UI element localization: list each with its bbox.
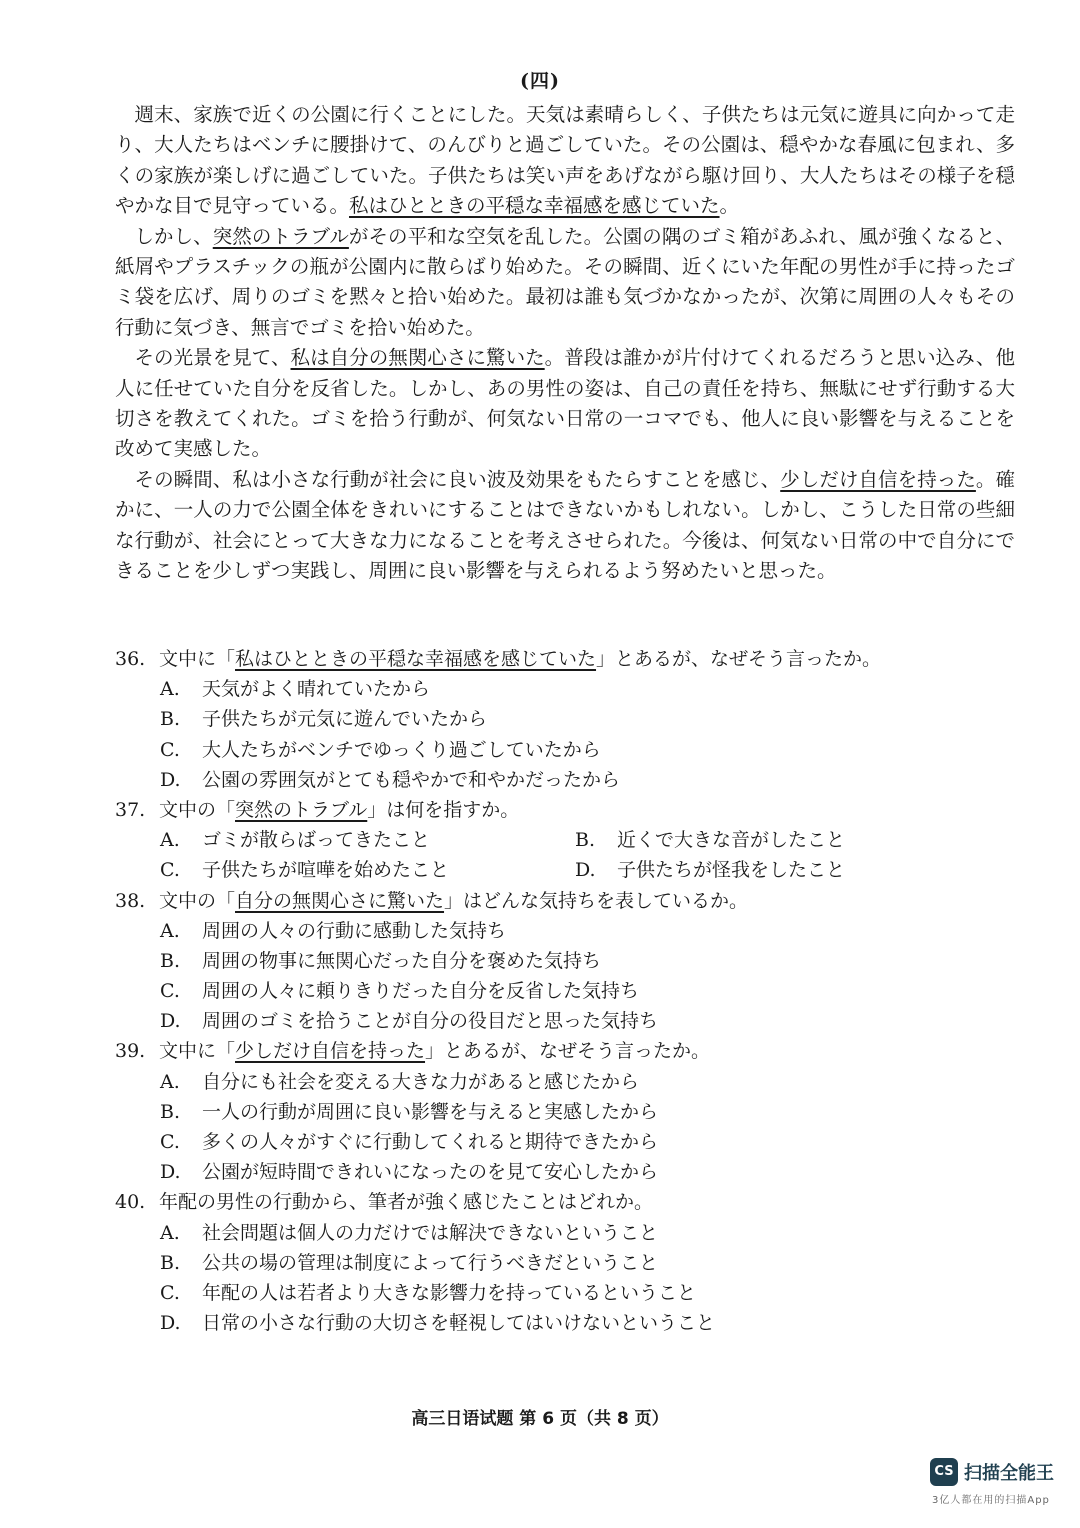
question-quote: 自分の無関心さに驚いた <box>235 889 445 912</box>
question-stem <box>115 1036 1015 1066</box>
option-c[interactable] <box>115 735 1015 765</box>
option-letter: A. <box>160 678 180 701</box>
option-letter: D. <box>160 1161 181 1184</box>
option-text: 社会問題は個人の力だけでは解決できないということ <box>202 1221 659 1244</box>
option-text: 日常の小さな行動の大切さを軽視してはいけないということ <box>202 1312 716 1335</box>
question-37 <box>115 795 1015 886</box>
option-text: 周囲の物事に無関心だった自分を褒めた気持ち <box>202 949 602 972</box>
option-a[interactable] <box>160 825 575 855</box>
option-text: 天気がよく晴れていたから <box>202 678 431 701</box>
option-text: 子供たちが喧嘩を始めたこと <box>202 859 450 882</box>
question-text: 文中の「 <box>159 889 236 912</box>
reading-passage <box>115 100 1015 587</box>
option-letter: B. <box>160 949 181 972</box>
option-text: 公園が短時間できれいになったのを見て安心したから <box>202 1161 659 1184</box>
option-text: 年配の人は若者より大きな影響力を持っているということ <box>202 1281 697 1304</box>
passage-paragraph-3 <box>115 343 1015 465</box>
option-d[interactable] <box>115 1308 1015 1338</box>
option-text: 大人たちがベンチでゆっくり過ごしていたから <box>202 738 601 761</box>
question-text: 文中の「 <box>159 798 236 821</box>
question-stem <box>115 886 1015 916</box>
option-c[interactable] <box>115 1127 1015 1157</box>
option-a[interactable] <box>115 674 1015 704</box>
option-letter: C. <box>160 1281 180 1304</box>
option-text: ゴミが散らばってきたこと <box>202 829 431 852</box>
option-b[interactable] <box>115 946 1015 976</box>
option-letter: A. <box>160 1070 180 1093</box>
passage-text: がその平和な空気を乱した。公園の隅のゴミ箱があふれ、風が強くなると、紙屑やプラスチックの瓶が公園内に散らばり始めた。その瞬間、近くにいた年配の男性が手に持ったゴミ袋を広げ、周りのゴミを黙々と拾い始めた。最初は誰も気づかなかったが、次第に周囲の人々もその行動に気づき、無言でゴミを拾い始めた。 <box>115 224 1015 339</box>
option-text: 子供たちが元気に遊んでいたから <box>202 708 488 731</box>
option-c[interactable] <box>115 976 1015 1006</box>
page-footer: 高三日语试题 第 6 页（共 8 页） <box>411 1409 669 1429</box>
question-quote: 私はひとときの平穏な幸福感を感じていた <box>235 648 597 670</box>
passage-text: 。 <box>719 194 740 218</box>
option-letter: A. <box>160 829 180 852</box>
option-text: 周囲の人々の行動に感動した気持ち <box>202 919 507 942</box>
option-d[interactable] <box>575 855 990 885</box>
option-letter: D. <box>160 1312 181 1335</box>
option-letter: D. <box>160 1010 181 1033</box>
option-d[interactable] <box>115 765 1015 795</box>
option-letter: A. <box>160 919 180 942</box>
option-text: 周囲の人々に頼りきりだった自分を反省した気持ち <box>202 980 640 1003</box>
option-letter: B. <box>160 708 181 731</box>
question-40 <box>115 1187 1015 1338</box>
passage-paragraph-1 <box>115 100 1015 222</box>
underlined-phrase: 少しだけ自信を持った <box>780 467 976 491</box>
option-letter: A. <box>160 1221 180 1244</box>
option-c[interactable] <box>160 855 575 885</box>
section-title: (四) <box>520 70 560 92</box>
question-number: 37. <box>115 798 146 821</box>
option-b[interactable] <box>575 825 990 855</box>
question-stem <box>115 644 1015 674</box>
scanner-watermark <box>930 1458 1065 1508</box>
question-text: 文中に「 <box>159 1040 236 1063</box>
question-stem <box>115 1187 1015 1217</box>
passage-text: 。普段は誰かが片付けてくれるだろうと思い込み、他人に任せていた自分を反省した。しかし、あの男性の姿は、自己の責任を持ち、無駄にせず行動する大切さを教えてくれた。ゴミを拾う行動が、何気ない日常の一コマでも、他人に良い影響を与えることを改めて実感した。 <box>115 346 1015 461</box>
option-letter: B. <box>575 829 596 852</box>
option-row <box>115 855 1015 885</box>
question-38 <box>115 886 1015 1037</box>
passage-text: しかし、 <box>134 224 213 248</box>
question-number: 39. <box>115 1040 146 1063</box>
option-b[interactable] <box>115 704 1015 734</box>
option-letter: D. <box>160 768 181 791</box>
option-a[interactable] <box>115 1067 1015 1097</box>
question-text: 」とあるが、なぜそう言ったか。 <box>596 648 882 670</box>
option-letter: C. <box>160 859 180 882</box>
underlined-phrase: 私は自分の無関心さに驚いた <box>290 346 545 370</box>
option-b[interactable] <box>115 1097 1015 1127</box>
option-text: 公園の雰囲気がとても穏やかで和やかだったから <box>202 768 621 791</box>
option-c[interactable] <box>115 1278 1015 1308</box>
option-text: 近くで大きな音がしたこと <box>617 829 846 852</box>
question-36 <box>115 644 1015 795</box>
question-text: 」はどんな気持ちを表しているか。 <box>444 889 749 912</box>
passage-text: 週末、家族で近くの公園に行くことにした。天気は素晴らしく、子供たちは元気に遊具に向かって走り、大人たちはベンチに腰掛けて、のんびりと過ごしていた。その公園は、穏やかな春風に包まれ、多くの家族が楽しげに過ごしていた。子供たちは笑い声をあげながら駆け回り、大人たちはその様子を穏やかな目で見守っている。 <box>115 103 1015 218</box>
question-number: 40. <box>115 1191 146 1214</box>
option-text: 自分にも社会を変える大きな力があると感じたから <box>202 1070 640 1093</box>
question-number: 36. <box>115 648 146 670</box>
option-text: 周囲のゴミを拾うことが自分の役目だと思った気持ち <box>202 1010 659 1033</box>
option-letter: B. <box>160 1251 181 1274</box>
option-letter: C. <box>160 980 180 1003</box>
question-quote: 突然のトラブル <box>235 798 368 821</box>
option-a[interactable] <box>115 1218 1015 1248</box>
question-text: 」とあるが、なぜそう言ったか。 <box>425 1040 711 1063</box>
question-quote: 少しだけ自信を持った <box>235 1040 426 1063</box>
question-text: 年配の男性の行動から、筆者が強く感じたことはどれか。 <box>159 1191 654 1214</box>
option-letter: D. <box>575 859 596 882</box>
option-text: 一人の行動が周囲に良い影響を与えると実感したから <box>202 1100 659 1123</box>
option-letter: C. <box>160 1131 180 1153</box>
option-text: 多くの人々がすぐに行動してくれると期待できたから <box>202 1131 659 1153</box>
passage-paragraph-4 <box>115 465 1015 587</box>
option-letter: B. <box>160 1100 181 1123</box>
question-39 <box>115 1036 1015 1187</box>
question-list <box>115 644 1015 1338</box>
scanner-tagline: 3亿人都在用的扫描App <box>932 1495 1050 1506</box>
passage-text: その光景を見て、 <box>134 346 291 370</box>
question-text: 文中に「 <box>159 648 236 670</box>
underlined-phrase: 私はひとときの平穏な幸福感を感じていた <box>349 194 720 218</box>
question-text: 」は何を指すか。 <box>367 798 520 821</box>
option-text: 公共の場の管理は制度によって行うべきだということ <box>202 1251 659 1274</box>
question-stem <box>115 795 1015 825</box>
option-row <box>115 825 1015 855</box>
option-letter: C. <box>160 738 180 761</box>
option-d[interactable] <box>115 1006 1015 1036</box>
option-b[interactable] <box>115 1248 1015 1278</box>
scanner-logo-icon: CS <box>930 1458 958 1486</box>
passage-text: その瞬間、私は小さな行動が社会に良い波及効果をもたらすことを感じ、 <box>134 467 781 491</box>
passage-paragraph-2 <box>115 222 1015 344</box>
underlined-phrase: 突然のトラブル <box>212 224 349 248</box>
option-text: 子供たちが怪我をしたこと <box>617 859 846 882</box>
question-number: 38. <box>115 889 146 912</box>
passage-text: 。確かに、一人の力で公園全体をきれいにすることはできないかもしれない。しかし、こうした日常の些細な行動が、社会にとって大きな力になることを考えさせられた。今後は、何気ない日常の中で自分にできることを少しずつ実践し、周囲に良い影響を与えられるよう努めたいと思った。 <box>115 467 1015 583</box>
option-d[interactable] <box>115 1157 1015 1187</box>
scanner-app-name: 扫描全能王 <box>964 1463 1054 1484</box>
option-a[interactable] <box>115 916 1015 946</box>
